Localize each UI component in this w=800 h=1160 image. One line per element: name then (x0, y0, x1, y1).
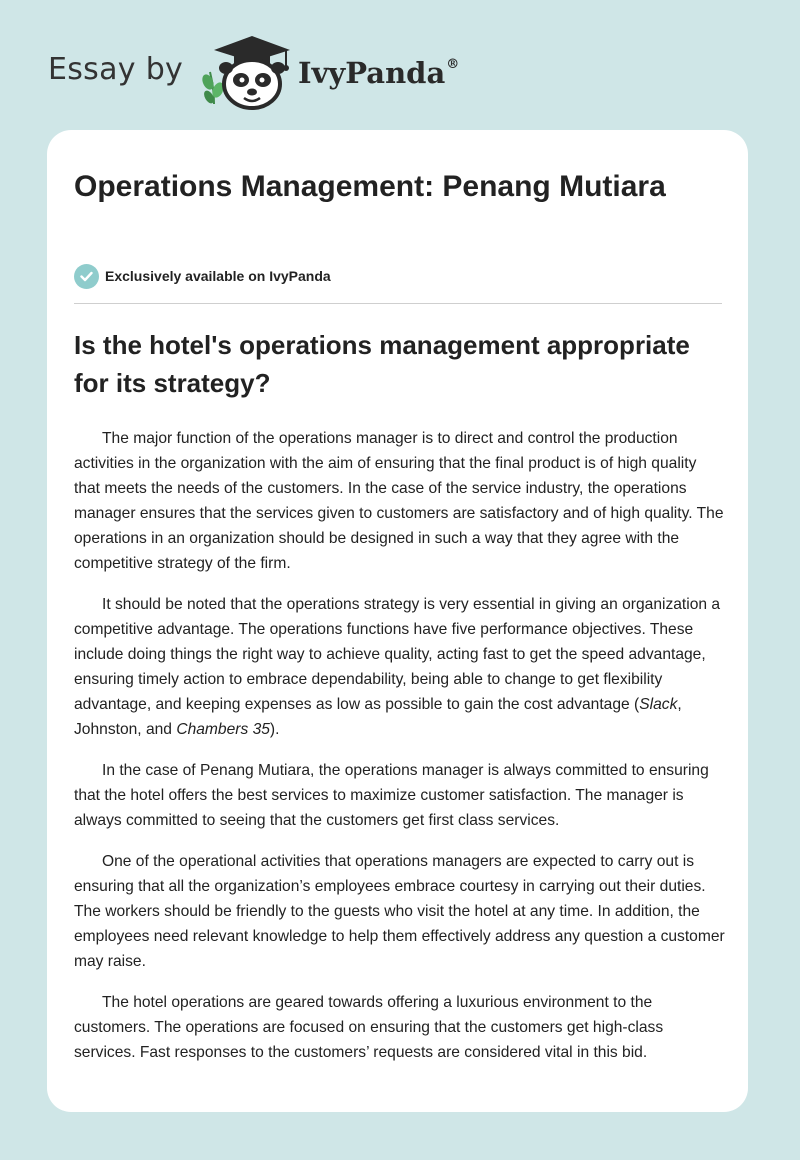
panda-logo-icon (200, 34, 296, 110)
citation-separator: , Johnston, and (74, 696, 682, 738)
paragraph-citation (74, 592, 726, 742)
site-header (48, 30, 748, 110)
divider (74, 303, 722, 304)
paragraph: The major function of the operations manager is to direct and control the production activities in the organization with the aim of ensuring that the final product is of high quality that meets the needs of the customers. In the case of the service industry, the operations manager ensures that the services given to customers are satisfactory and of high quality. The operations in an organization should be designed in such a way that they agree with the competitive strategy of the firm. (74, 430, 724, 572)
section-heading: Is the hotel's operations management appropriate for its strategy? (74, 330, 690, 398)
page-title: Operations Management: Penang Mutiara (74, 170, 666, 203)
essay-by-label: Essay by (48, 52, 184, 87)
brand-text: IvyPanda (298, 56, 446, 90)
paragraph: In the case of Penang Mutiara, the operations manager is always committed to ensuring that the hotel offers the best services to maximize customer satisfaction. The manager is always committed to seeing that the customers get first class services. (74, 762, 709, 829)
citation-author: Chambers 35 (176, 721, 270, 738)
article-card (47, 130, 748, 1112)
check-icon (74, 264, 99, 289)
paragraph: One of the operational activities that operations managers are expected to carry out is ensuring that all the organization’s employees embrace courtesy in carrying out their duties. The workers should be friendly to the guests who visit the hotel at any time. In addition, the employees need relevant knowledge to help them effectively address any question a customer may raise. (74, 853, 725, 970)
article-body (74, 426, 726, 1081)
paragraph: The hotel operations are geared towards offering a luxurious environment to the customers. The operations are focused on ensuring that the customers get high-class services. Fast responses to the customers’ requests are considered vital in this bid. (74, 994, 664, 1061)
paragraph-text: It should be noted that the operations strategy is very essential in giving an organization a competitive advantage. The operations functions have five performance objectives. These include doing things the right way to achieve quality, acting fast to get the speed advantage, ensuring timely action to embrace dependability, being able to change to get flexibility advantage, and keeping expenses as low as possible to gain the cost advantage ( (74, 596, 721, 713)
brand-name[interactable] (298, 56, 459, 90)
badge-label: Exclusively available on IvyPanda (105, 268, 331, 284)
citation-end: ). (269, 721, 280, 738)
trademark-symbol: ® (446, 57, 460, 73)
citation-author: Slack (639, 696, 678, 713)
exclusive-badge (74, 263, 331, 289)
